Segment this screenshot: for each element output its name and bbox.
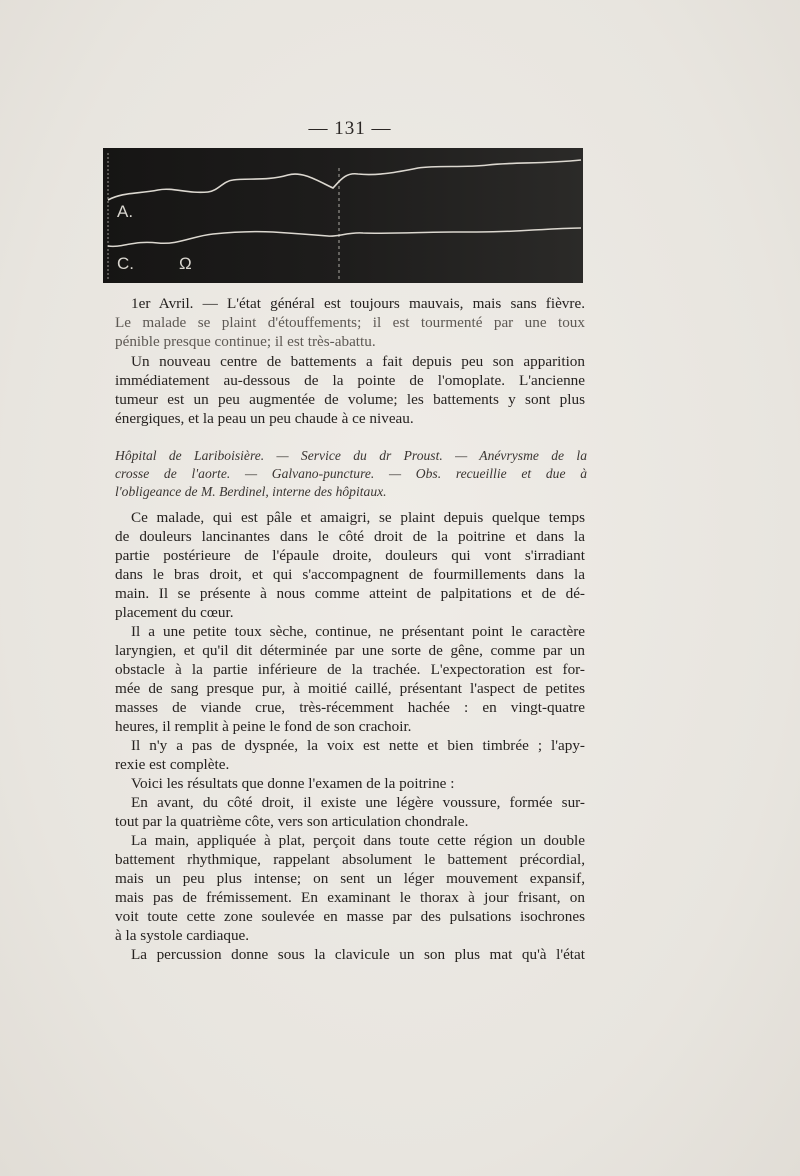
body-text (115, 508, 585, 964)
text-line: Un nouveau centre de battements a fait depuis peu son apparition (131, 353, 585, 370)
trace-label-mark: Ω (179, 254, 192, 273)
text-line: laryngien, et qu'il dit déterminée par une sorte de gêne, comme par un (115, 642, 585, 659)
text-line: énergiques, et la peau un peu chaude à ce niveau. (115, 410, 414, 427)
text-line: mée de sang presque pur, à moitié caillé, présentant l'aspect de petites (115, 680, 585, 697)
note-line: crosse de l'aorte. — Galvano-puncture. — Obs. recueillie et due à (115, 466, 587, 481)
text-line: Il a une petite toux sèche, continue, ne présentant point le caractère (131, 623, 585, 640)
text-line: mais pas de frémissement. En examinant le thorax à jour frisant, on (115, 889, 585, 906)
observation-heading (115, 447, 587, 501)
text-line: Il n'y a pas de dyspnée, la voix est nette et bien timbrée ; l'apy- (131, 737, 585, 754)
text-line: immédiatement au-dessous de la pointe de l'omoplate. L'ancienne (115, 372, 585, 389)
text-line: La percussion donne sous la clavicule un son plus mat qu'à l'état (131, 946, 585, 963)
text-line: tout par la quatrième côte, vers son articulation chondrale. (115, 813, 469, 830)
text-line: tumeur est un peu augmentée de volume; les battements y sont plus (115, 391, 585, 408)
paragraph-new-center (115, 352, 585, 428)
text-line: dans le bras droit, et qui s'accompagnent de fourmillements dans la (115, 566, 585, 583)
trace-label-c: C. (117, 254, 134, 273)
text-line: pénible presque continue; il est très-abattu. (115, 333, 376, 350)
text-line: rexie est complète. (115, 756, 230, 773)
text-line: Voici les résultats que donne l'examen de la poitrine : (131, 775, 455, 792)
text-line: mais un peu plus intense; on sent un léger mouvement expansif, (115, 870, 585, 887)
text-line: Ce malade, qui est pâle et amaigri, se plaint depuis quelque temps (131, 509, 585, 526)
text-line: placement du cœur. (115, 604, 234, 621)
note-line: Hôpital de Lariboisière. — Service du dr Proust. — Anévrysme de la (115, 448, 587, 463)
pulse-tracing-svg (103, 148, 583, 283)
text-line: masses de viande crue, très-récemment hachée : en vingt-quatre (115, 699, 585, 716)
text-line: voit toute cette zone soulevée en masse par des pulsations isochrones (115, 908, 585, 925)
text-line: de douleurs lancinantes dans le côté droit de la poitrine et dans la (115, 528, 585, 545)
paragraph-april (115, 294, 585, 351)
text-line: En avant, du côté droit, il existe une légère voussure, formée sur- (131, 794, 585, 811)
page-number: — 131 — (308, 118, 392, 139)
text-line: obstacle à la partie inférieure de la trachée. L'expectoration est for- (115, 661, 585, 678)
pulse-tracing-figure (103, 148, 583, 283)
text-line: 1er Avril. — L'état général est toujours mauvais, mais sans fièvre. (131, 295, 585, 312)
note-line: l'obligeance de M. Berdinel, interne des hôpitaux. (115, 484, 387, 499)
text-line: La main, appliquée à plat, perçoit dans toute cette région un double (131, 832, 585, 849)
text-line: battement rhythmique, rappelant absolument le battement précordial, (115, 851, 585, 868)
text-line: Le malade se plaint d'étouffements; il est tourmenté par une toux (115, 314, 585, 331)
text-line: main. Il se présente à nous comme atteint de palpitations et de dé- (115, 585, 585, 602)
text-line: heures, il remplit à peine le fond de son crachoir. (115, 718, 412, 735)
trace-label-a: A. (117, 202, 134, 221)
text-line: partie postérieure de l'épaule droite, douleurs qui vont s'irradiant (115, 547, 585, 564)
text-line: à la systole cardiaque. (115, 927, 250, 944)
